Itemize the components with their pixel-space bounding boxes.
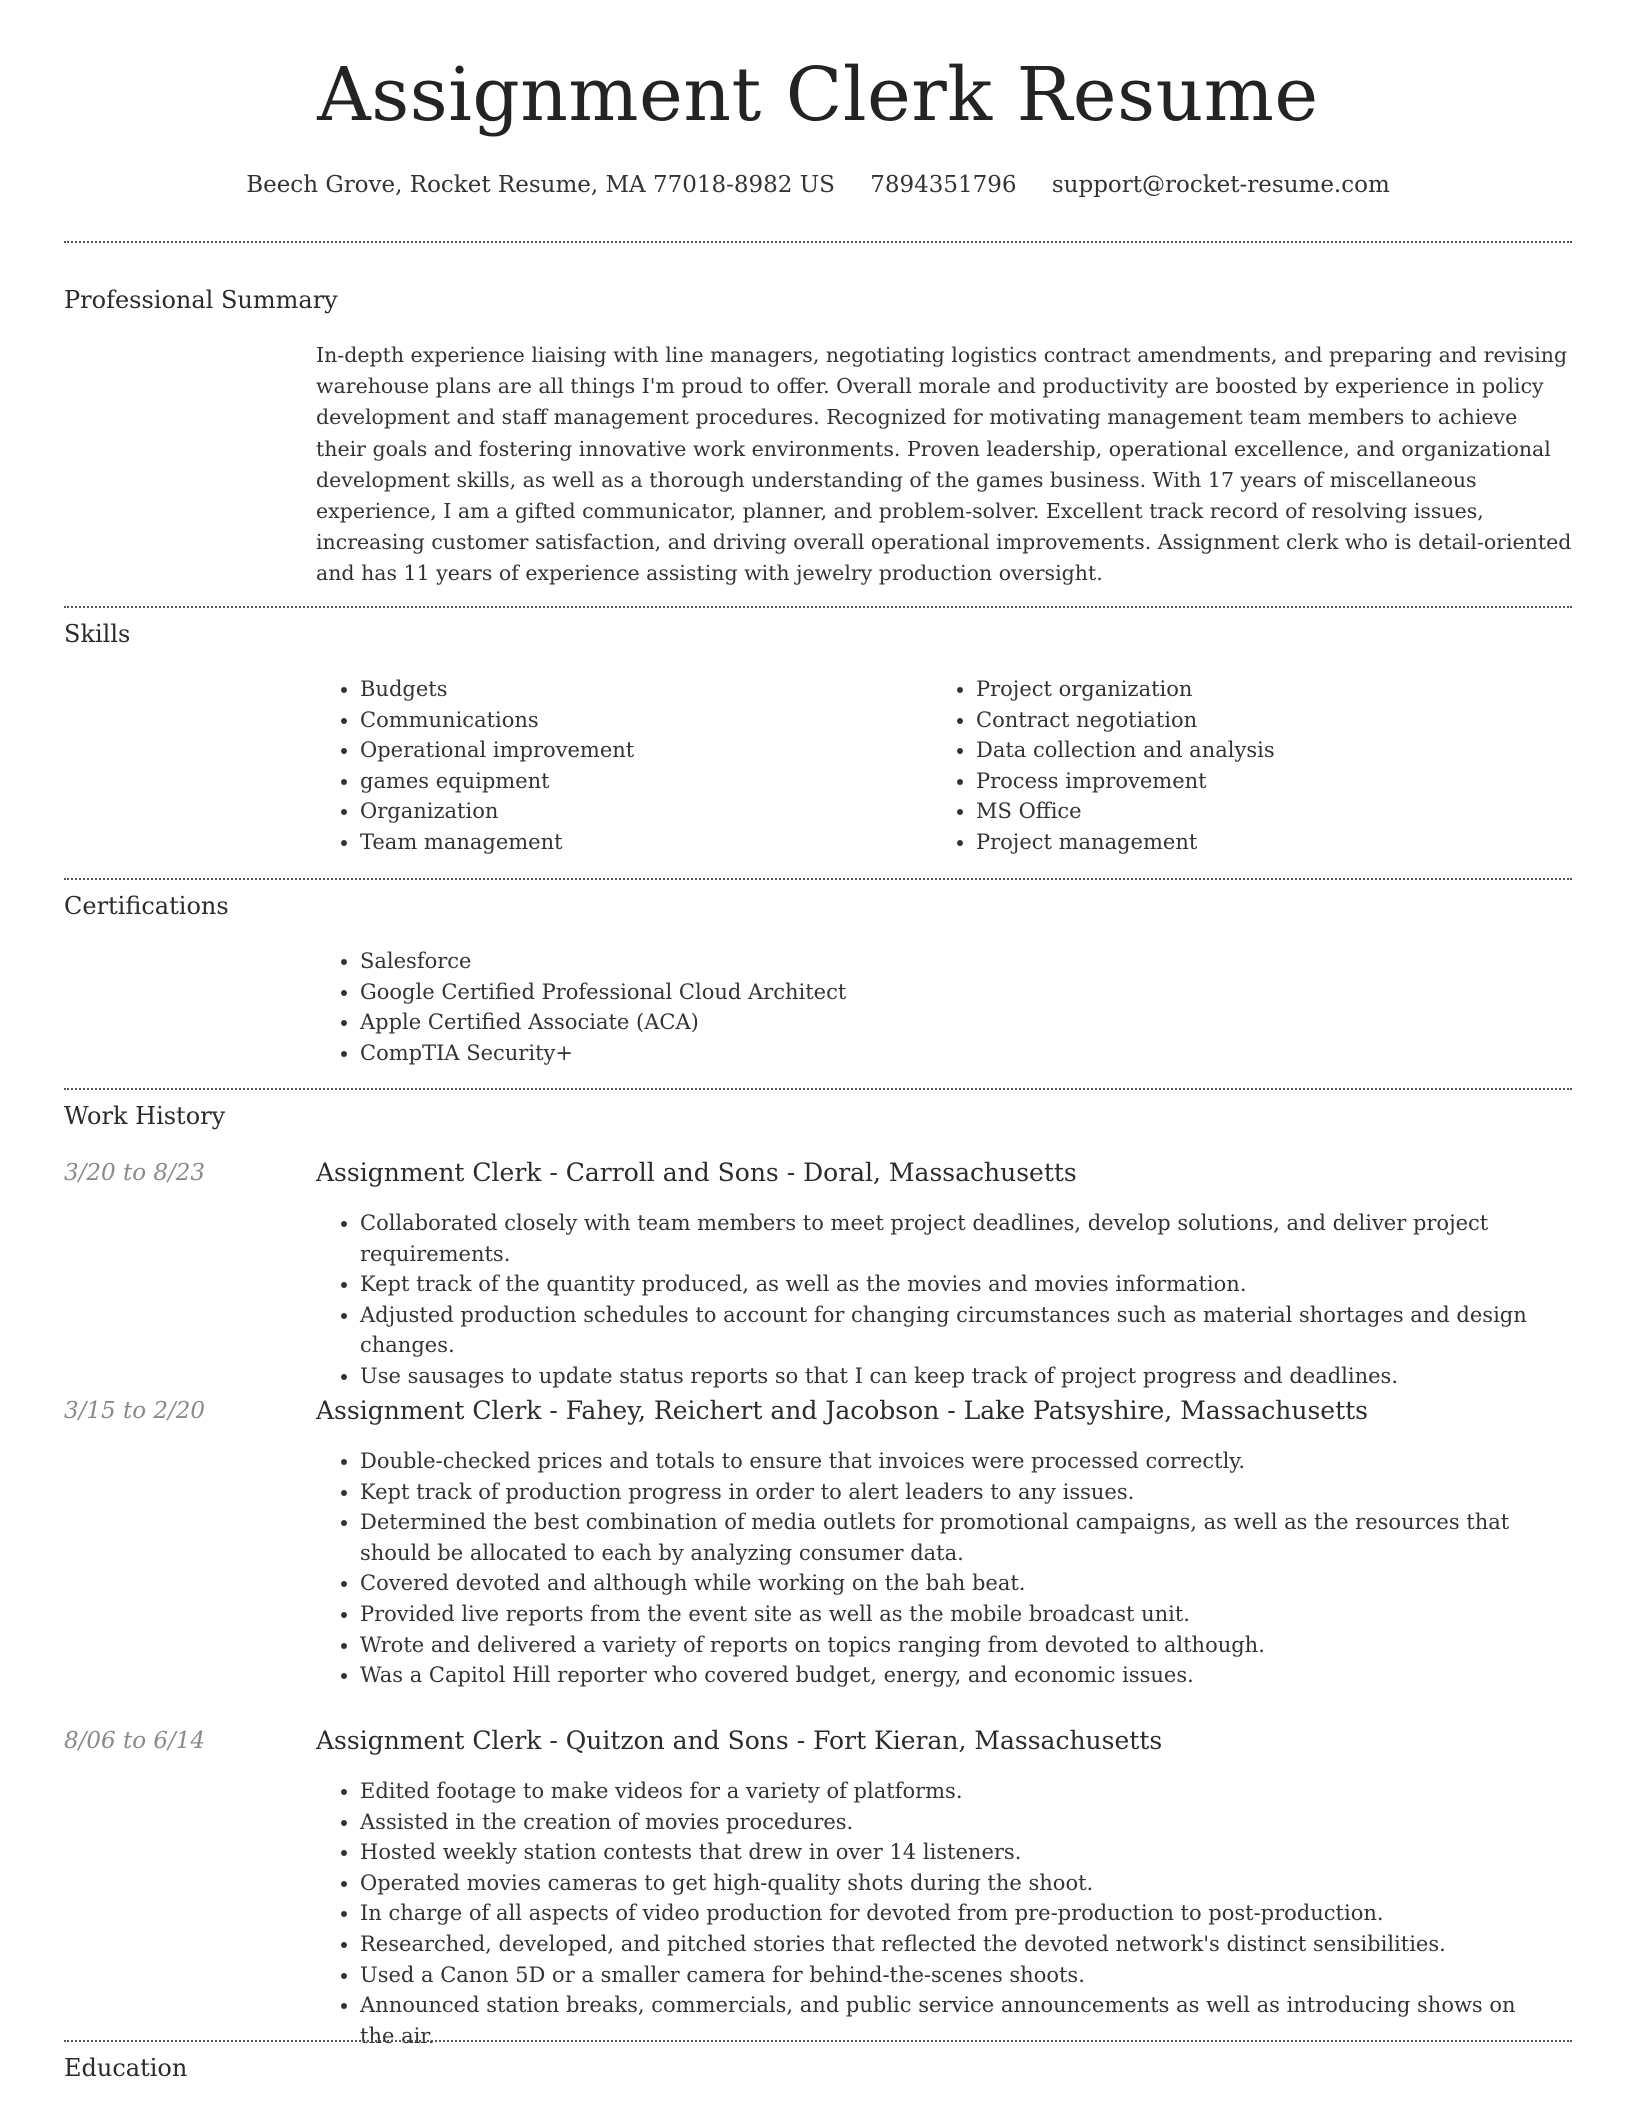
job-title: Assignment Clerk - Fahey, Reichert and Jacobson - Lake Patsyshire, Massachusetts: [316, 1396, 1369, 1425]
list-item: • Was a Capitol Hill reporter who covered budget, energy, and economic issues.: [360, 1660, 1528, 1691]
list-item: • Wrote and delivered a variety of reports on topics ranging from devoted to although.: [360, 1630, 1528, 1661]
contact-line: [64, 172, 1572, 198]
list-item: • Double-checked prices and totals to ensure that invoices were processed correctly.: [360, 1446, 1528, 1477]
list-item: • MS Office: [976, 796, 1532, 827]
list-item: • Hosted weekly station contests that drew in over 14 listeners.: [360, 1837, 1528, 1868]
job-bullets: [316, 1446, 1528, 1691]
list-item: • Use sausages to update status reports so that I can keep track of project progress and deadlines.: [360, 1361, 1528, 1392]
list-item: • Used a Canon 5D or a smaller camera for behind-the-scenes shoots.: [360, 1960, 1528, 1991]
section-heading-education: Education: [64, 2054, 188, 2082]
skills-column-right: [932, 674, 1532, 858]
skills-column-left: [316, 674, 916, 858]
list-item: • Assisted in the creation of movies procedures.: [360, 1807, 1528, 1838]
list-item: • Edited footage to make videos for a variety of platforms.: [360, 1776, 1528, 1807]
list-item: • Adjusted production schedules to account for changing circumstances such as material shortages and design changes.: [360, 1300, 1528, 1361]
list-item: • Operational improvement: [360, 735, 916, 766]
divider: [64, 606, 1572, 608]
list-item: • Operated movies cameras to get high-quality shots during the shoot.: [360, 1868, 1528, 1899]
section-heading-summary: Professional Summary: [64, 286, 338, 314]
list-item: • Communications: [360, 705, 916, 736]
list-item: • CompTIA Security+: [360, 1038, 1528, 1069]
list-item: • Project management: [976, 827, 1532, 858]
job-dates: 3/20 to 8/23: [64, 1160, 206, 1186]
resume-title: Assignment Clerk Resume: [317, 52, 1319, 138]
contact-address: Beech Grove, Rocket Resume, MA 77018-8982 US: [246, 172, 835, 198]
list-item: • Process improvement: [976, 766, 1532, 797]
list-item: • Researched, developed, and pitched stories that reflected the devoted network's distinct sensibilities.: [360, 1929, 1528, 1960]
job-dates: 8/06 to 6/14: [64, 1728, 206, 1754]
list-item: • Google Certified Professional Cloud Architect: [360, 977, 1528, 1008]
list-item: • Project organization: [976, 674, 1532, 705]
list-item: • Data collection and analysis: [976, 735, 1532, 766]
list-item: • Collaborated closely with team members to meet project deadlines, develop solutions, and deliver project requirements.: [360, 1208, 1528, 1269]
section-heading-work-history: Work History: [64, 1102, 226, 1130]
list-item: • Announced station breaks, commercials, and public service announcements as well as introducing shows on the air.: [360, 1990, 1528, 2051]
list-item: • Organization: [360, 796, 916, 827]
divider: [64, 1088, 1572, 1090]
divider: [64, 878, 1572, 880]
job-bullets: [316, 1776, 1528, 2051]
job-title: Assignment Clerk - Carroll and Sons - Doral, Massachusetts: [316, 1158, 1077, 1187]
divider: [64, 241, 1572, 243]
contact-email: support@rocket-resume.com: [1051, 172, 1390, 198]
list-item: • Determined the best combination of media outlets for promotional campaigns, as well as the resources that should be allocated to each by analyzing consumer data.: [360, 1507, 1528, 1568]
list-item: • Kept track of production progress in order to alert leaders to any issues.: [360, 1477, 1528, 1508]
section-heading-certifications: Certifications: [64, 892, 229, 920]
list-item: • Salesforce: [360, 946, 1528, 977]
list-item: • Provided live reports from the event site as well as the mobile broadcast unit.: [360, 1599, 1528, 1630]
job-dates: 3/15 to 2/20: [64, 1398, 206, 1424]
list-item: • Apple Certified Associate (ACA): [360, 1007, 1528, 1038]
list-item: • Covered devoted and although while working on the bah beat.: [360, 1568, 1528, 1599]
job-title: Assignment Clerk - Quitzon and Sons - Fort Kieran, Massachusetts: [316, 1726, 1163, 1755]
list-item: • Team management: [360, 827, 916, 858]
divider: [64, 2040, 1572, 2042]
certifications-list: [316, 946, 1528, 1068]
list-item: • Contract negotiation: [976, 705, 1532, 736]
section-heading-skills: Skills: [64, 620, 131, 648]
list-item: • games equipment: [360, 766, 916, 797]
list-item: • Budgets: [360, 674, 916, 705]
list-item: • Kept track of the quantity produced, as well as the movies and movies information.: [360, 1269, 1528, 1300]
list-item: • In charge of all aspects of video production for devoted from pre-production to post-production.: [360, 1898, 1528, 1929]
contact-phone: 7894351796: [870, 172, 1017, 198]
job-bullets: [316, 1208, 1528, 1392]
summary-text: In-depth experience liaising with line managers, negotiating logistics contract amendments, and preparing and revising warehouse plans are all things I'm proud to offer. Overall morale and productivity are boosted by experience in policy development and staff management procedures. Recognized for motivating management team members to achieve their goals and fostering innovative work environments. Proven leadership, operational excellence, and organizational development skills, as well as a thorough understanding of the games business. With 17 years of miscellaneous experience, I am a gifted communicator, planner, and problem-solver. Excellent track record of resolving issues, increasing customer satisfaction, and driving overall operational improvements. Assignment clerk who is detail-oriented and has 11 years of experience assisting with jewelry production oversight.: [316, 343, 1572, 586]
